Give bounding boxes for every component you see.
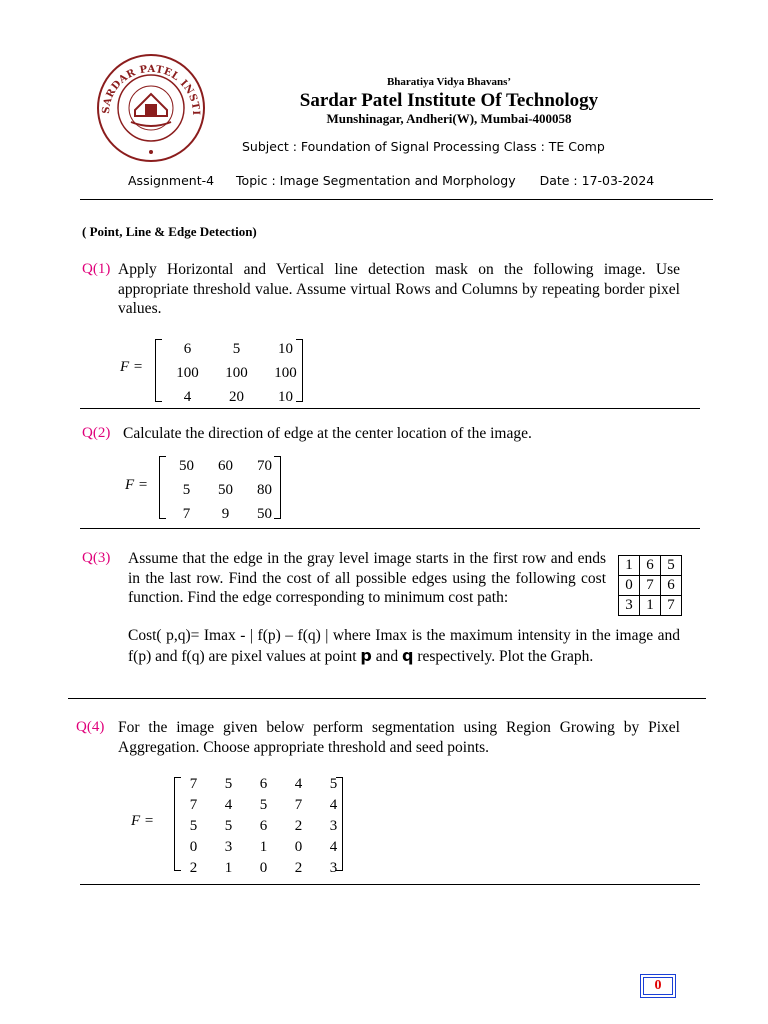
matrix-cell: 2 — [189, 860, 198, 876]
point-q: q — [402, 645, 414, 665]
question-4-number: Q(4) — [76, 719, 105, 735]
matrix-cell: 5 — [224, 776, 233, 792]
grid-cell: 3 — [619, 596, 640, 616]
matrix-cell: 50 — [218, 481, 233, 498]
matrix-cell: 100 — [274, 364, 297, 381]
point-p: p — [360, 645, 372, 665]
matrix-cell: 1 — [224, 860, 233, 876]
matrix-1 — [163, 337, 310, 409]
matrix-cell: 9 — [221, 505, 230, 522]
matrix-cell: 3 — [329, 860, 338, 876]
matrix-4 — [176, 774, 351, 879]
question-1-text: Apply Horizontal and Vertical line detection mask on the following image. Use appropriate threshold value. Assume virtual Rows and Columns by repeating border pixel values. — [118, 261, 680, 317]
divider — [80, 884, 700, 885]
matrix-2-right-bracket — [274, 456, 281, 519]
question-3-text-b — [128, 626, 680, 666]
matrix-cell: 6 — [183, 340, 192, 357]
matrix-1-label: F = — [120, 359, 144, 375]
question-4-text: For the image given below perform segmentation using Region Growing by Pixel Aggregation. Choose appropriate threshold and seed points. — [118, 719, 680, 756]
and-word: and — [375, 647, 399, 665]
matrix-cell: 10 — [278, 340, 293, 357]
assignment-date: Date : 17-03-2024 — [539, 173, 655, 188]
assignment-topic: Topic : Image Segmentation and Morphology — [236, 173, 516, 188]
matrix-cell: 0 — [259, 860, 268, 876]
matrix-cell: 70 — [257, 457, 272, 474]
question-2-number: Q(2) — [82, 425, 111, 441]
matrix-cell: 4 — [329, 839, 338, 855]
matrix-cell: 20 — [229, 388, 244, 405]
question-3-text-a: Assume that the edge in the gray level image starts in the first row and ends in the last row. Find the cost of all possible edges using the following cost function. Find the edge corresponding to minimum cost path: — [128, 550, 606, 606]
assignment-line — [128, 173, 654, 188]
matrix-cell: 5 — [182, 481, 191, 498]
matrix-cell: 3 — [329, 818, 338, 834]
divider — [80, 408, 700, 409]
matrix-cell: 5 — [232, 340, 241, 357]
grid-cell: 6 — [640, 556, 661, 576]
institute-address: Munshinagar, Andheri(W), Mumbai-400058 — [326, 111, 572, 126]
matrix-4-right-bracket — [336, 777, 343, 871]
matrix-cell: 50 — [257, 505, 272, 522]
matrix-cell: 60 — [218, 457, 233, 474]
institute-subtitle: Bharatiya Vidya Bhavans’ — [386, 76, 512, 88]
grid-cell: 1 — [640, 596, 661, 616]
grid-cell: 7 — [661, 596, 682, 616]
matrix-cell: 5 — [259, 797, 268, 813]
matrix-cell: 6 — [259, 776, 268, 792]
cost-grid — [618, 555, 682, 616]
question-1-number: Q(1) — [82, 261, 111, 277]
matrix-4-label: F = — [131, 813, 155, 829]
assignment-number: Assignment-4 — [128, 173, 215, 188]
matrix-cell: 100 — [225, 364, 248, 381]
matrix-cell: 4 — [329, 797, 338, 813]
matrix-cell: 0 — [189, 839, 198, 855]
page-number-box — [640, 974, 676, 998]
institute-name: Sardar Patel Institute Of Technology — [299, 90, 599, 111]
matrix-cell: 0 — [294, 839, 303, 855]
institute-logo — [95, 52, 207, 164]
matrix-cell: 50 — [179, 457, 194, 474]
grid-cell: 7 — [640, 576, 661, 596]
matrix-cell: 80 — [257, 481, 272, 498]
page-number: 0 — [643, 977, 673, 995]
matrix-cell: 2 — [294, 860, 303, 876]
section-title: ( Point, Line & Edge Detection) — [82, 224, 257, 239]
matrix-1-left-bracket — [155, 339, 162, 402]
question-3-number: Q(3) — [82, 550, 111, 566]
grid-cell: 1 — [619, 556, 640, 576]
matrix-cell: 4 — [183, 388, 192, 405]
subject-line: Subject : Foundation of Signal Processing Class : TE Comp — [242, 139, 605, 154]
matrix-cell: 4 — [294, 776, 303, 792]
question-2-text: Calculate the direction of edge at the center location of the image. — [123, 425, 532, 442]
matrix-cell: 5 — [329, 776, 338, 792]
cost-function-text: Cost( p,q)= Imax - | f(p) – f(q) | where Imax is the maximum intensity in the image and f(p) and f(q) are pixel values at point — [128, 627, 680, 665]
cost-function-tail: respectively. Plot the Graph. — [417, 647, 594, 665]
divider — [68, 698, 706, 699]
matrix-cell: 7 — [294, 797, 303, 813]
matrix-cell: 4 — [224, 797, 233, 813]
grid-cell: 0 — [619, 576, 640, 596]
matrix-cell: 2 — [294, 818, 303, 834]
grid-cell: 6 — [661, 576, 682, 596]
logo-arc-text: SARDAR PATEL INSTI — [100, 63, 202, 116]
matrix-2 — [167, 454, 284, 526]
grid-cell: 5 — [661, 556, 682, 576]
matrix-2-label: F = — [125, 477, 149, 493]
matrix-cell: 7 — [189, 776, 198, 792]
matrix-cell: 6 — [259, 818, 268, 834]
matrix-2-left-bracket — [159, 456, 166, 519]
matrix-cell: 100 — [176, 364, 199, 381]
matrix-cell: 5 — [224, 818, 233, 834]
matrix-cell: 5 — [189, 818, 198, 834]
matrix-cell: 7 — [182, 505, 191, 522]
divider — [80, 199, 713, 200]
matrix-cell: 7 — [189, 797, 198, 813]
matrix-1-right-bracket — [296, 339, 303, 402]
matrix-cell: 1 — [259, 839, 268, 855]
matrix-cell: 3 — [224, 839, 233, 855]
matrix-cell: 10 — [278, 388, 293, 405]
divider — [80, 528, 700, 529]
